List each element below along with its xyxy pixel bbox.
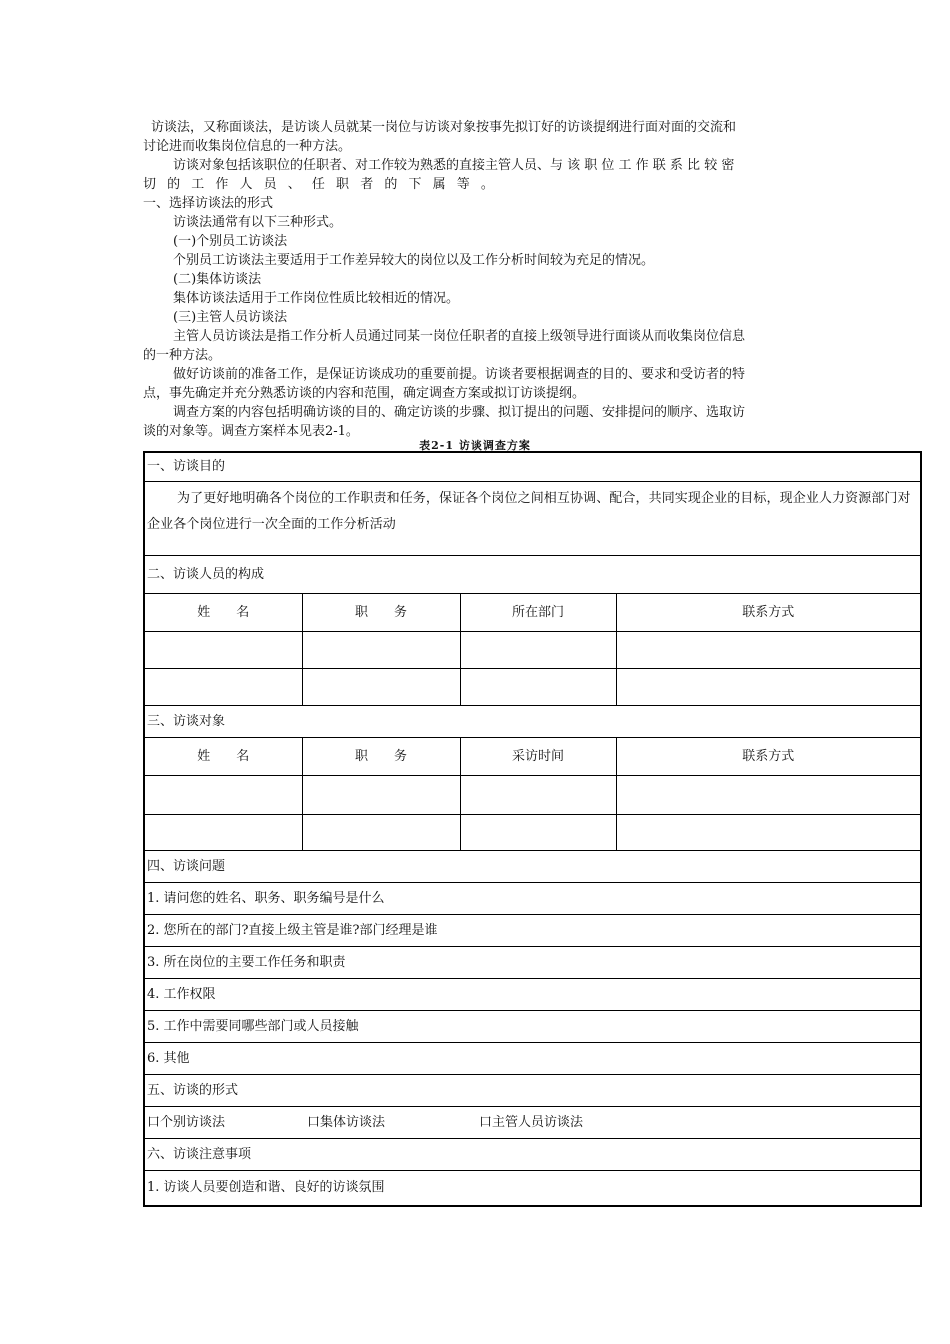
empty-cell	[616, 814, 921, 850]
method-text-group: 集体访谈法适用于工作岗位性质比较相近的情况。	[173, 291, 460, 306]
method-text-supervisor-line1: 主管人员访谈法是指工作分析人员通过同某一岗位任职者的直接上级领导进行面谈从而收集岗位信息	[173, 329, 746, 344]
question-item: 5. 工作中需要同哪些部门或人员接触	[144, 1010, 921, 1042]
empty-cell	[616, 668, 921, 705]
col-header-position: 职 务	[302, 737, 460, 775]
paragraph-subjects-line1: 访谈对象包括该职位的任职者、对工作较为熟悉的直接主管人员、与 该 职 位 工 作 联 系 比 较 密	[173, 158, 735, 173]
col-header-position: 职 务	[302, 593, 460, 631]
empty-cell	[144, 668, 302, 705]
paragraph-subjects-line2: 切 的 工 作 人 员 、 任 职 者 的 下 属 等 。	[143, 177, 498, 192]
forms-options-row	[144, 1106, 921, 1138]
empty-cell	[460, 668, 616, 705]
empty-cell	[302, 814, 460, 850]
paragraph-forms: 访谈法通常有以下三种形式。	[173, 215, 343, 230]
section-title-interviewees: 三、访谈对象	[144, 705, 921, 737]
section-title-purpose: 一、访谈目的	[144, 452, 921, 481]
paragraph-preparation-line2: 点，事先确定并充分熟悉访谈的内容和范围，确定调查方案或拟订访谈提纲。	[143, 386, 586, 401]
paragraph-plan-line2: 谈的对象等。调查方案样本见表2-1。	[143, 424, 359, 439]
method-title-group: (二)集体访谈法	[173, 272, 262, 287]
col-header-name: 姓 名	[144, 593, 302, 631]
note-item: 1. 访谈人员要创造和谐、良好的访谈氛围	[144, 1170, 921, 1206]
question-item: 2. 您所在的部门?直接上级主管是谁?部门经理是谁	[144, 914, 921, 946]
empty-cell	[616, 631, 921, 668]
question-item: 4. 工作权限	[144, 978, 921, 1010]
empty-cell	[460, 775, 616, 814]
interview-plan-table	[143, 451, 922, 1207]
col-header-contact: 联系方式	[616, 593, 921, 631]
col-header-contact: 联系方式	[616, 737, 921, 775]
method-text-individual: 个别员工访谈法主要适用于工作差异较大的岗位以及工作分析时间较为充足的情况。	[173, 253, 655, 268]
section-heading-forms: 一、选择访谈法的形式	[143, 196, 274, 211]
table-caption: 表2-1 访谈调查方案	[419, 439, 531, 452]
option-group-interview[interactable]: 口集体访谈法	[307, 1114, 386, 1130]
method-title-supervisor: (三)主管人员访谈法	[173, 310, 288, 325]
empty-cell	[460, 631, 616, 668]
empty-cell	[144, 775, 302, 814]
purpose-text: 为了更好地明确各个岗位的工作职责和任务，保证各个岗位之间相互协调、配合，共同实现企业的目标，现企业人力资源部门对企业各个岗位进行一次全面的工作分析活动	[144, 481, 921, 555]
empty-cell	[616, 775, 921, 814]
method-title-individual: (一)个别员工访谈法	[173, 234, 288, 249]
section-title-notes: 六、访谈注意事项	[144, 1138, 921, 1170]
section-title-forms: 五、访谈的形式	[144, 1074, 921, 1106]
option-individual-interview[interactable]: 口个别访谈法	[147, 1114, 226, 1130]
paragraph-plan-line1: 调查方案的内容包括明确访谈的目的、确定访谈的步骤、拟订提出的问题、安排提问的顺序、选取访	[173, 405, 746, 420]
body-text	[143, 118, 811, 441]
question-item: 1. 请问您的姓名、职务、职务编号是什么	[144, 882, 921, 914]
option-supervisor-interview[interactable]: 口主管人员访谈法	[479, 1114, 584, 1130]
paragraph-definition-line2: 讨论进而收集岗位信息的一种方法。	[143, 139, 352, 154]
section-title-questions: 四、访谈问题	[144, 850, 921, 882]
empty-cell	[302, 775, 460, 814]
method-text-supervisor-line2: 的一种方法。	[143, 348, 222, 363]
empty-cell	[302, 668, 460, 705]
col-header-department: 所在部门	[460, 593, 616, 631]
empty-cell	[302, 631, 460, 668]
paragraph-definition-line1: 访谈法，又称面谈法，是访谈人员就某一岗位与访谈对象按事先拟订好的访谈提纲进行面对面的交流和	[151, 120, 737, 135]
empty-cell	[144, 814, 302, 850]
section-title-interviewers: 二、访谈人员的构成	[144, 555, 921, 593]
col-header-name: 姓 名	[144, 737, 302, 775]
question-item: 6. 其他	[144, 1042, 921, 1074]
paragraph-preparation-line1: 做好访谈前的准备工作，是保证访谈成功的重要前提。访谈者要根据调查的目的、要求和受访者的特	[173, 367, 746, 382]
question-item: 3. 所在岗位的主要工作任务和职责	[144, 946, 921, 978]
empty-cell	[144, 631, 302, 668]
empty-cell	[460, 814, 616, 850]
col-header-interview-time: 采访时间	[460, 737, 616, 775]
